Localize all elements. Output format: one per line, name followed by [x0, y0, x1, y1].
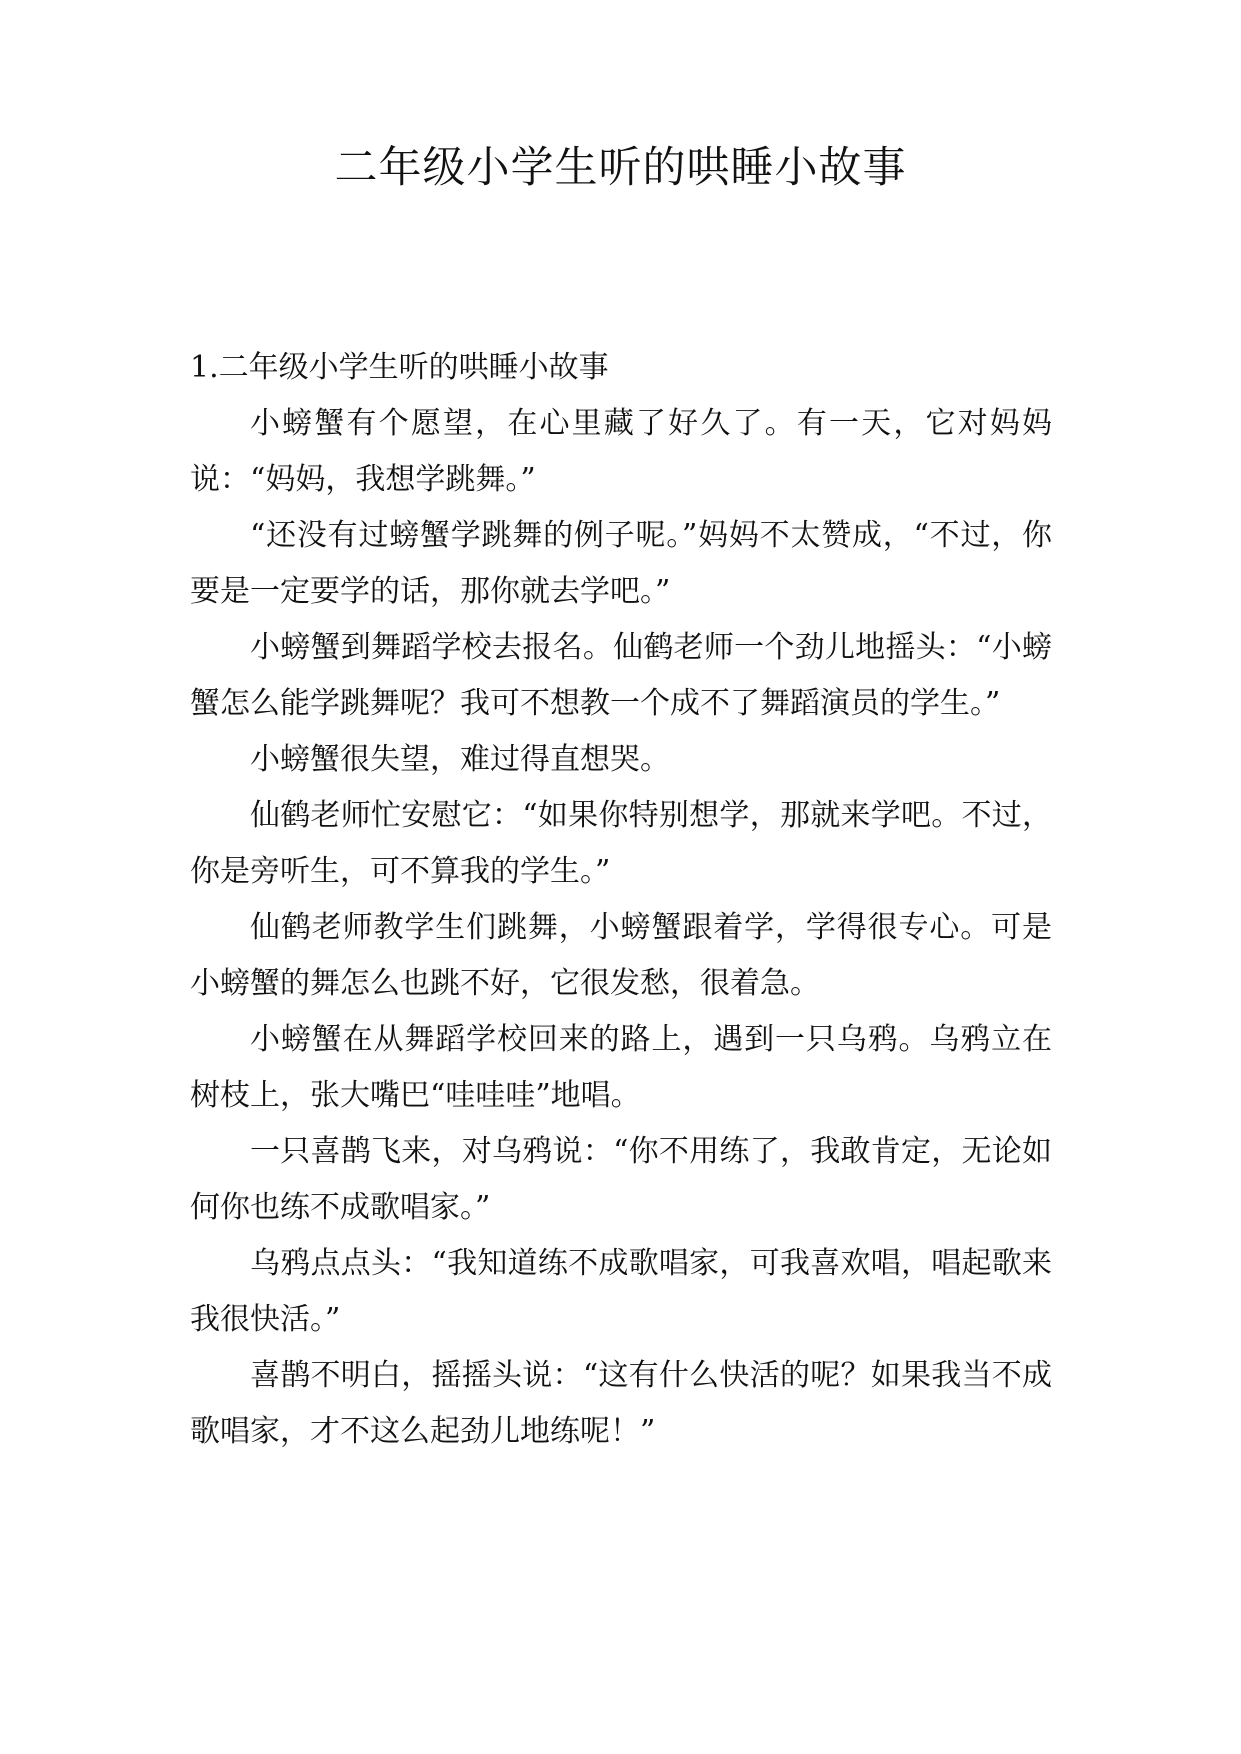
- paragraph: “还没有过螃蟹学跳舞的例子呢。”妈妈不太赞成，“不过，你要是一定要学的话，那你就去学吧。”: [190, 518, 1052, 609]
- paragraph: 喜鹊不明白，摇摇头说：“这有什么快活的呢？如果我当不成歌唱家，才不这么起劲儿地练呢！”: [190, 1358, 1052, 1449]
- paragraph: 小螃蟹在从舞蹈学校回来的路上，遇到一只乌鸦。乌鸦立在树枝上，张大嘴巴“哇哇哇”地唱。: [190, 1022, 1052, 1113]
- paragraph: 乌鸦点点头：“我知道练不成歌唱家，可我喜欢唱，唱起歌来我很快活。”: [190, 1246, 1052, 1337]
- paragraph: 小螃蟹到舞蹈学校去报名。仙鹤老师一个劲儿地摇头：“小螃蟹怎么能学跳舞呢？我可不想教一个成不了舞蹈演员的学生。”: [190, 630, 1052, 721]
- document-title: 二年级小学生听的哄睡小故事: [334, 143, 907, 193]
- paragraph: 仙鹤老师教学生们跳舞，小螃蟹跟着学，学得很专心。可是小螃蟹的舞怎么也跳不好，它很发愁，很着急。: [190, 910, 1052, 1001]
- document-body: [190, 340, 1052, 1460]
- paragraph: 一只喜鹊飞来，对乌鸦说：“你不用练了，我敢肯定，无论如何你也练不成歌唱家。”: [190, 1134, 1052, 1225]
- paragraph: 小螃蟹有个愿望，在心里藏了好久了。有一天，它对妈妈说：“妈妈，我想学跳舞。”: [190, 406, 1052, 497]
- section-heading: 1.二年级小学生听的哄睡小故事: [190, 350, 609, 385]
- paragraph: 仙鹤老师忙安慰它：“如果你特别想学，那就来学吧。不过，你是旁听生，可不算我的学生。”: [190, 798, 1052, 889]
- paragraph: 小螃蟹很失望，难过得直想哭。: [250, 742, 670, 777]
